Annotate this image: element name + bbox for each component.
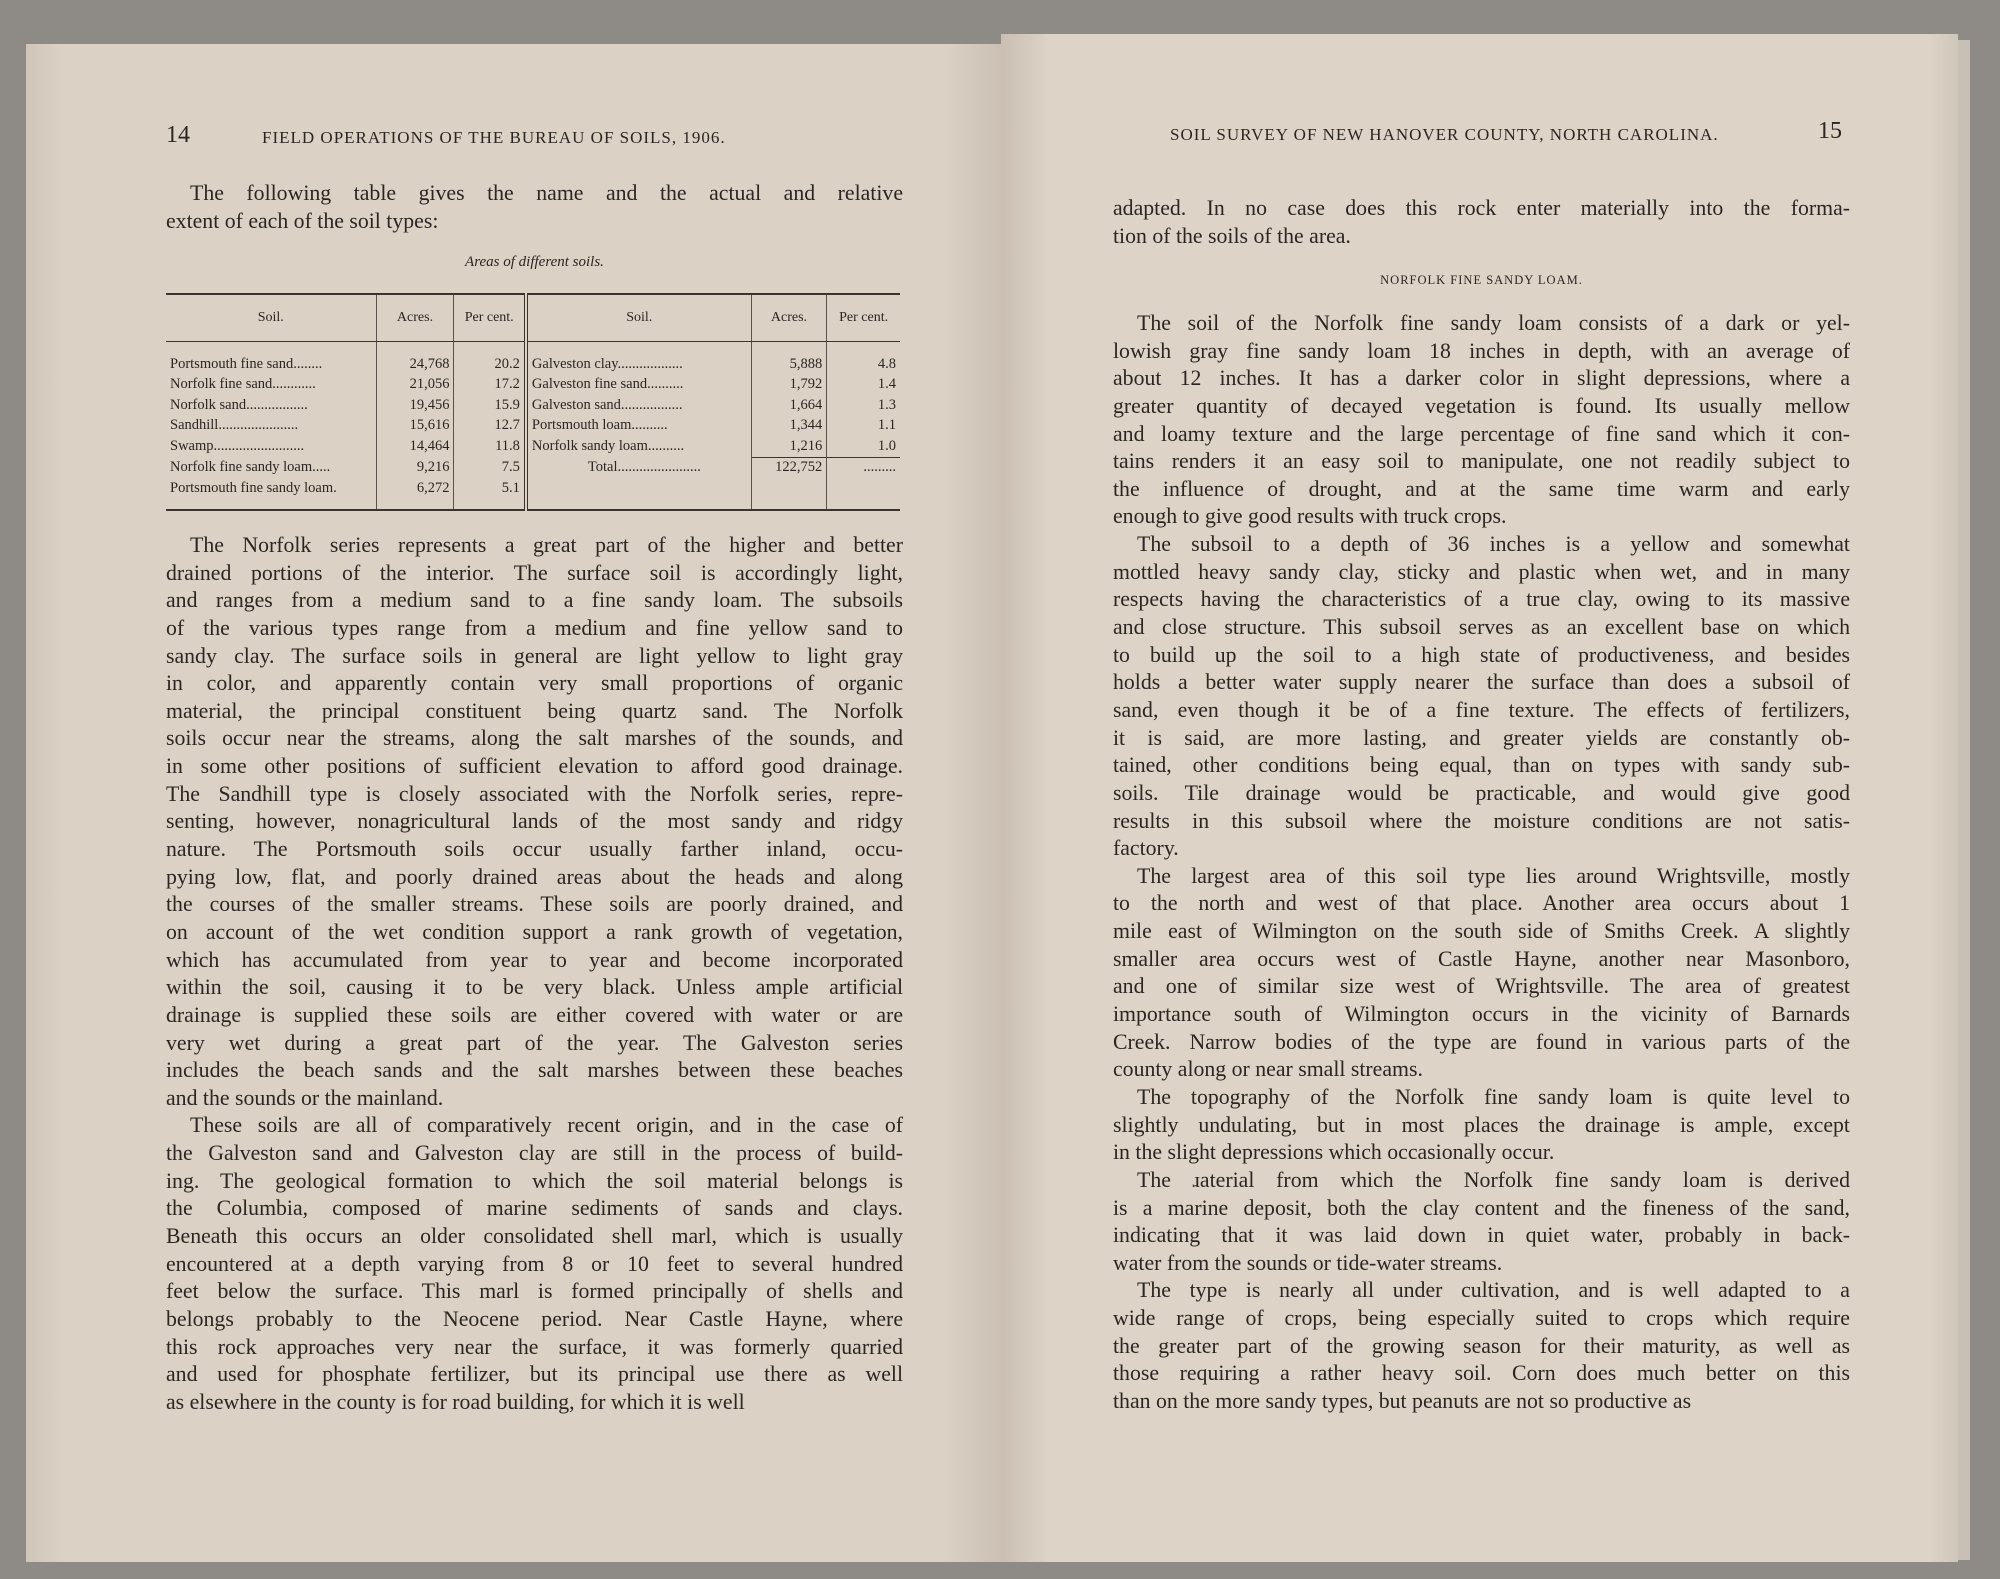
right-cell: 1.4 [827, 375, 900, 396]
right-cell: 4.8 [827, 342, 900, 375]
text-line: tained, other conditions being equal, than on types with sandy sub- [1113, 753, 1850, 778]
text-line: The subsoil to a depth of 36 inches is a yellow and somewhat [1137, 532, 1850, 557]
text-line: within the soil, causing it to be very black. Unless ample artificial [166, 975, 903, 1000]
text-line: this rock approaches very near the surface, it was formerly quarried [166, 1334, 903, 1359]
text-line: is a marine deposit, both the clay content and the fineness of the sand, [1113, 1195, 1850, 1220]
text-line: in the slight depressions which occasionally occur. [1113, 1140, 1555, 1165]
body-text [166, 532, 903, 1417]
text-line: and one of similar size west of Wrightsville. The area of greatest [1113, 974, 1850, 999]
text-line: The Norfolk series represents a great part of the higher and better [190, 533, 903, 557]
text-line: The following table gives the name and the actual and relative [190, 181, 903, 205]
text-line: the influence of drought, and at the same time warm and early [1113, 476, 1850, 501]
table-row [166, 375, 900, 396]
table-row [166, 436, 900, 457]
text-line: and close structure. This subsoil serves as an excellent base on which [1113, 615, 1850, 640]
text-line: The soil of the Norfolk fine sandy loam consists of a dark or yel- [1137, 311, 1850, 335]
text-line: the courses of the smaller streams. These soils are poorly drained, and [166, 892, 903, 917]
column-header: Soil. [166, 294, 376, 342]
left-cell: 7.5 [454, 457, 526, 478]
text-line: includes the beach sands and the salt marshes between these beaches [166, 1058, 903, 1083]
text-line: sand, even though it be of a fine texture. The effects of fertilizers, [1113, 697, 1850, 722]
text-line: importance south of Wilmington occurs in the vicinity of Barnards [1113, 1002, 1850, 1027]
left-cell: Norfolk fine sand............ [170, 376, 316, 393]
text-line: factory. [1113, 836, 1179, 861]
left-cell: 17.2 [454, 375, 526, 396]
table-row [166, 478, 900, 510]
text-line: very wet during a great part of the year. The Galveston series [166, 1030, 903, 1055]
left-cell: Portsmouth fine sand........ [170, 355, 323, 372]
text-line: respects having the characteristics of a true clay, owing to its massive [1113, 587, 1850, 612]
text-line: to build up the soil to a high state of productiveness, and besides [1113, 642, 1850, 667]
text-line: nature. The Portsmouth soils occur usually farther inland, occu- [166, 837, 903, 862]
text-line: and ranges from a medium sand to a fine sandy loam. The subsoils [166, 588, 903, 613]
left-cell: 19,456 [376, 395, 454, 416]
text-line: The ɹaterial from which the Norfolk fine sandy loam is derived [1137, 1167, 1850, 1192]
soil-areas-table [166, 293, 900, 511]
intro-paragraph [1113, 195, 1850, 250]
right-cell [526, 478, 751, 510]
right-cell: Galveston clay.................. [526, 342, 751, 375]
page-number: 14 [166, 122, 190, 148]
right-cell: 1,216 [751, 436, 827, 457]
text-line: soils occur near the streams, along the salt marshes of the sounds, and [166, 726, 903, 751]
section-heading: NORFOLK FINE SANDY LOAM. [1380, 273, 1583, 287]
text-line: on account of the wet condition support a rank growth of vegetation, [166, 919, 903, 944]
right-cell: 1,664 [751, 395, 827, 416]
text-line: encountered at a depth varying from 8 or 10 feet to several hundred [166, 1251, 903, 1276]
intro-paragraph [166, 180, 903, 235]
right-cell: Galveston sand................. [526, 395, 751, 416]
text-line: in color, and apparently contain very small proportions of organic [166, 671, 903, 696]
right-cell: Galveston fine sand.......... [526, 375, 751, 396]
text-line: holds a better water supply nearer the surface than does a subsoil of [1113, 670, 1850, 695]
paragraph [1113, 310, 1850, 531]
text-line: lowish gray fine sandy loam 18 inches in depth, with an average of [1113, 338, 1850, 363]
right-cell: Total....................... [526, 457, 751, 478]
text-line: of the various types range from a medium and fine yellow sand to [166, 615, 903, 640]
text-line: extent of each of the soil types: [166, 208, 439, 233]
column-header: Soil. [526, 294, 751, 342]
text-line: pying low, flat, and poorly drained areas about the heads and along [166, 864, 903, 889]
table-caption: Areas of different soils. [465, 254, 604, 270]
text-line: These soils are all of comparatively recent origin, and in the case of [190, 1113, 903, 1138]
text-line: county along or near small streams. [1113, 1057, 1423, 1082]
text-line: water from the sounds or tide-water streams. [1113, 1250, 1503, 1275]
text-line: soils. Tile drainage would be practicable, and would give good [1113, 780, 1850, 805]
text-line: senting, however, nonagricultural lands of the most sandy and ridgy [166, 809, 903, 834]
left-cell: Sandhill...................... [170, 417, 299, 434]
text-line: smaller area occurs west of Castle Hayne, another near Masonboro, [1113, 946, 1850, 971]
paragraph [1113, 531, 1850, 863]
table-row [166, 416, 900, 437]
table-row [166, 395, 900, 416]
text-line: it is said, are more lasting, and greater yields are constantly ob- [1113, 725, 1850, 750]
column-header: Per cent. [454, 294, 526, 342]
paragraph [166, 1112, 903, 1416]
paragraph [166, 532, 903, 1112]
page-edge [1958, 40, 1970, 1560]
table-row [166, 342, 900, 375]
text-line: Beneath this occurs an older consolidated shell marl, which is usually [166, 1224, 903, 1249]
left-cell: 15.9 [454, 395, 526, 416]
text-line: drainage is supplied these soils are either covered with water or are [166, 1002, 903, 1027]
text-line: The type is nearly all under cultivation, and is well adapted to a [1137, 1278, 1850, 1303]
page-number: 15 [1818, 118, 1842, 144]
text-line: mottled heavy sandy clay, sticky and plastic when wet, and in many [1113, 559, 1850, 584]
text-line: drained portions of the interior. The surface soil is accordingly light, [166, 560, 903, 585]
left-cell: 20.2 [454, 342, 526, 375]
text-line: and used for phosphate fertilizer, but its principal use there as well [166, 1362, 903, 1387]
text-line: the Columbia, composed of marine sediments of sands and clays. [166, 1196, 903, 1221]
left-cell: 15,616 [376, 416, 454, 437]
right-cell: 5,888 [751, 342, 827, 375]
text-line: the greater part of the growing season for their maturity, as well as [1113, 1333, 1850, 1358]
right-cell: 1.1 [827, 416, 900, 437]
text-line: about 12 inches. It has a darker color in slight depressions, where a [1113, 366, 1850, 391]
right-cell: 1,344 [751, 416, 827, 437]
right-cell: 122,752 [751, 457, 827, 478]
text-line: as elsewhere in the county is for road building, for which it is well [166, 1389, 745, 1414]
text-line: slightly undulating, but in most places the drainage is ample, except [1113, 1112, 1850, 1137]
text-line: tains renders it an easy soil to manipulate, one not readily subject to [1113, 449, 1850, 474]
text-line: and loamy texture and the large percentage of fine sand which it con- [1113, 421, 1850, 446]
right-cell: Portsmouth loam.......... [526, 416, 751, 437]
text-line: tion of the soils of the area. [1113, 223, 1351, 248]
text-line: and the sounds or the mainland. [166, 1085, 444, 1110]
right-cell: 1.0 [827, 436, 900, 457]
text-line: The largest area of this soil type lies around Wrightsville, mostly [1137, 863, 1850, 888]
paragraph [1113, 863, 1850, 1084]
left-cell: 24,768 [376, 342, 454, 375]
text-line: ing. The geological formation to which the soil material belongs is [166, 1168, 903, 1193]
running-head: FIELD OPERATIONS OF THE BUREAU OF SOILS, 1906. [262, 128, 726, 147]
right-cell [827, 478, 900, 510]
text-line: belongs probably to the Neocene period. Near Castle Hayne, where [166, 1306, 903, 1331]
text-line: those requiring a rather heavy soil. Corn does much better on this [1113, 1361, 1850, 1386]
right-cell: 1.3 [827, 395, 900, 416]
left-cell: 9,216 [376, 457, 454, 478]
text-line: enough to give good results with truck crops. [1113, 504, 1507, 529]
text-line: The Sandhill type is closely associated with the Norfolk series, repre- [166, 781, 903, 806]
left-cell: Norfolk sand................. [170, 396, 308, 413]
left-cell: 14,464 [376, 436, 454, 457]
table-header-row [166, 294, 900, 342]
paragraph [1113, 1167, 1850, 1278]
text-line: in some other positions of sufficient elevation to afford good drainage. [166, 754, 903, 779]
text-line: to the north and west of that place. Another area occurs about 1 [1113, 891, 1850, 916]
text-line: mile east of Wilmington on the south side of Smiths Creek. A slightly [1113, 919, 1850, 944]
left-cell: 12.7 [454, 416, 526, 437]
left-cell: 21,056 [376, 375, 454, 396]
left-cell: 11.8 [454, 436, 526, 457]
left-cell: Swamp......................... [170, 438, 305, 454]
column-header: Acres. [751, 294, 827, 342]
text-line: adapted. In no case does this rock enter materially into the forma- [1113, 196, 1850, 220]
table-row [166, 457, 900, 478]
body-text [1113, 310, 1850, 1416]
left-cell: Portsmouth fine sandy loam. [170, 479, 337, 496]
right-cell [751, 478, 827, 510]
right-cell: ......... [827, 457, 900, 478]
text-line: indicating that it was laid down in quiet water, probably in back- [1113, 1223, 1850, 1248]
text-line: than on the more sandy types, but peanuts are not so productive as [1113, 1388, 1692, 1413]
text-line: material, the principal constituent being quartz sand. The Norfolk [166, 698, 903, 723]
text-line: feet below the surface. This marl is formed principally of shells and [166, 1279, 903, 1304]
paragraph [1113, 1084, 1850, 1167]
text-line: greater quantity of decayed vegetation is found. Its usually mellow [1113, 393, 1850, 418]
left-cell: 6,272 [376, 478, 454, 510]
running-head: SOIL SURVEY OF NEW HANOVER COUNTY, NORTH CAROLINA. [1170, 125, 1719, 144]
right-cell: Norfolk sandy loam.......... [526, 436, 751, 457]
text-line: Creek. Narrow bodies of the type are found in various parts of the [1113, 1029, 1850, 1054]
text-line: the Galveston sand and Galveston clay are still in the process of build- [166, 1141, 903, 1166]
left-cell: Norfolk fine sandy loam..... [170, 459, 331, 475]
column-header: Acres. [376, 294, 454, 342]
text-line: wide range of crops, being especially suited to crops which require [1113, 1306, 1850, 1331]
right-cell: 1,792 [751, 375, 827, 396]
paragraph [1113, 1277, 1850, 1415]
text-line: results in this subsoil where the moisture conditions are not satis- [1113, 808, 1850, 833]
text-line: sandy clay. The surface soils in general are light yellow to light gray [166, 643, 903, 668]
left-cell: 5.1 [454, 478, 526, 510]
column-header: Per cent. [827, 294, 900, 342]
text-line: The topography of the Norfolk fine sandy loam is quite level to [1137, 1084, 1850, 1109]
text-line: which has accumulated from year to year and become incorporated [166, 947, 903, 972]
